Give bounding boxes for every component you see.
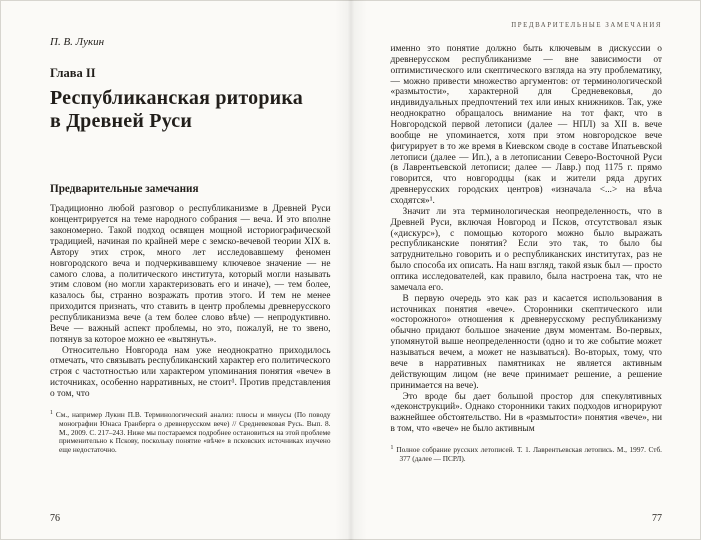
left-body-text	[50, 204, 331, 399]
footnote	[50, 411, 331, 455]
body-paragraph: именно это понятие должно быть ключевым в дискуссии о древнерусском республиканизме — вне зависимости от оптимистического или скептического взгляда на эту проблематику, — можно привести множество аргументов: от терминологической «размытости», характерной для Средневековья, до индивидуальных предпочтений тех или иных книжников. Так, уже неоднократно обращалось внимание на тот факт, что в Новгородской первой летописи (далее — НПЛ) за XII в. вече вообще не упоминается, хотя при этом новгородское вече фигурирует в то же время в Киевском своде в составе Ипатьевской летописи (далее — Ип.), а в летописании Северо-Восточной Руси (в Лаврентьевской летописи; далее — Лавр.) под 1175 г. прямо говорится, что новгородцы (как и жители ряда других древнерусских городских центров) «изначала <...> на вѣча сходятся»¹.	[390, 44, 662, 207]
chapter-title: Республиканская риторика в Древней Руси	[50, 87, 303, 133]
body-paragraph: Относительно Новгорода нам уже неоднократно приходилось отмечать, что связывать республиканский характер его политического строя с частотностью или характером упоминания понятия «вече» в источниках, особенно нарративных, не стоит¹. Против представления о том, что	[50, 345, 331, 399]
chapter-number: Глава II	[50, 66, 96, 80]
right-body-text	[391, 44, 663, 435]
page-number-left: 76	[50, 513, 60, 524]
body-paragraph: В первую очередь это как раз и касается использования в источниках понятия «вече». Сторонники скептического или «осторожного» отношения к древнерусскому республиканизму обычно придают большое значение двум моментам. Во-первых, упомянутой выше неопределенности (одно и то же событие может называться вечем, а может не называться). Во-вторых, тому, что вече в нарративных памятниках не является активным действующим лицом (не вече принимает решение, а решение принимается на вече).	[390, 293, 662, 391]
right-footnotes	[391, 446, 663, 464]
author-name: П. В. Лукин	[50, 36, 105, 48]
left-footnotes	[50, 411, 331, 455]
running-head: ПРЕДВАРИТЕЛЬНЫЕ ЗАМЕЧАНИЯ	[511, 22, 662, 29]
footnote	[391, 446, 663, 464]
page-number-right: 77	[652, 513, 662, 524]
right-page	[351, 0, 701, 540]
footnote-marker: 1	[390, 445, 394, 452]
footnote-text: Полное собрание русских летописей. Т. 1. Лаврентьевская летопись. М., 1997. Стб. 377 (далее — ПСРЛ).	[396, 444, 662, 463]
body-paragraph: Значит ли эта терминологическая неопределенность, что в Древней Руси, включая Новгород и Псков, отсутствовал язык («дискурс»), с помощью которого можно было выражать республиканские понятия? Если это так, то было бы затруднительно говорить и о республиканских институтах, раз не было способа их описать. На наш взгляд, такой язык был — просто оптика исследователей, как правило, была настроена так, что не замечала его.	[390, 206, 662, 293]
body-paragraph: Традиционно любой разговор о республиканизме в Древней Руси концентрируется на теме народного собрания — веча. И это вполне закономерно. Такой подход освящен мощной историографической традицией, начиная по крайней мере с земско-вечевой теории XIX в. Автору этих строк, много лет исследовавшему феномен новгородского веча и подчеркивавшему ключевое значение — не самого слова, а политического института, который могли называть этим словом (но могли характеризовать его и иначе), — тем более, казалось бы, странно возражать против этого. И тем не менее приходится признать, что ставить в центр проблемы древнерусского республиканизма вече (а тем более слово вѣче) — непродуктивно. Вече — важный аспект проблемы, но это, пожалуй, не то звено, потянув за которое можно ее «вытянуть».	[50, 204, 331, 345]
footnote-text: См., например Лукин П.В. Терминологический анализ: плюсы и минусы (По поводу монографии Юнаса Гранберга о древнерусском вече) // Средневековая Русь. Вып. 8. М., 2009. С. 217–243. Ниже мы постараемся подробнее остановиться на этой проблеме применительно к Пскову, поскольку понятие «вѣче» в псковских источниках изучено еще недостаточно.	[55, 409, 331, 455]
section-heading: Предварительные замечания	[50, 183, 199, 196]
body-paragraph: Это вроде бы дает большой простор для спекулятивных «деконструкций». Однако сторонники таких подходов игнорируют важнейшее обстоятельство. Ни в «размытости» понятия «вече», ни в том, что «вече» не было активным	[390, 391, 662, 435]
footnote-marker: 1	[50, 410, 53, 417]
